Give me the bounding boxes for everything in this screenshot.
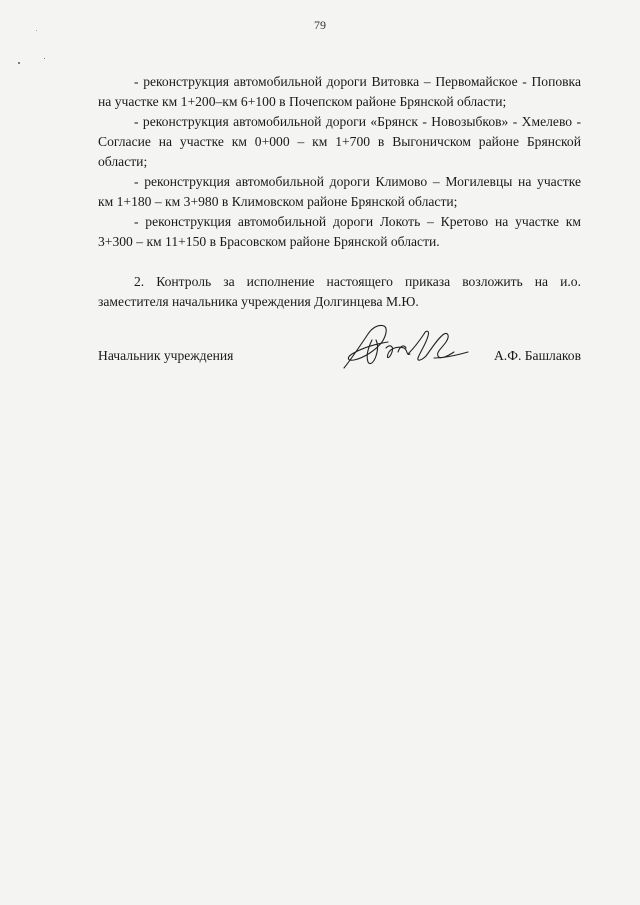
list-item-road-4: - реконструкция автомобильной дороги Локоть – Кретово на участке км 3+300 – км 11+150 в Брасовском районе Брянской области. (98, 214, 581, 249)
list-item-road-3: - реконструкция автомобильной дороги Климово – Могилевцы на участке км 1+180 – км 3+980 в Климовском районе Брянской области; (98, 174, 581, 209)
page-number: 79 (314, 18, 326, 32)
scan-speck (18, 62, 20, 64)
scan-speck (44, 58, 45, 59)
signer-position: Начальник учреждения (98, 348, 234, 363)
signer-name: А.Ф. Башлаков (493, 348, 581, 363)
document-body (98, 72, 581, 312)
list-item-road-1: - реконструкция автомобильной дороги Витовка – Первомайское - Поповка на участке км 1+200–км 6+100 в Почепском районе Брянской области; (98, 74, 581, 109)
control-clause: 2. Контроль за исполнение настоящего приказа возложить на и.о. заместителя начальника учреждения Долгинцева М.Ю. (98, 274, 581, 309)
handwritten-signature (338, 318, 478, 374)
list-item-road-2: - реконструкция автомобильной дороги «Брянск - Новозыбков» - Хмелево - Согласие на участке км 0+000 – км 1+700 в Выгоничском районе Брянской области; (98, 114, 581, 169)
